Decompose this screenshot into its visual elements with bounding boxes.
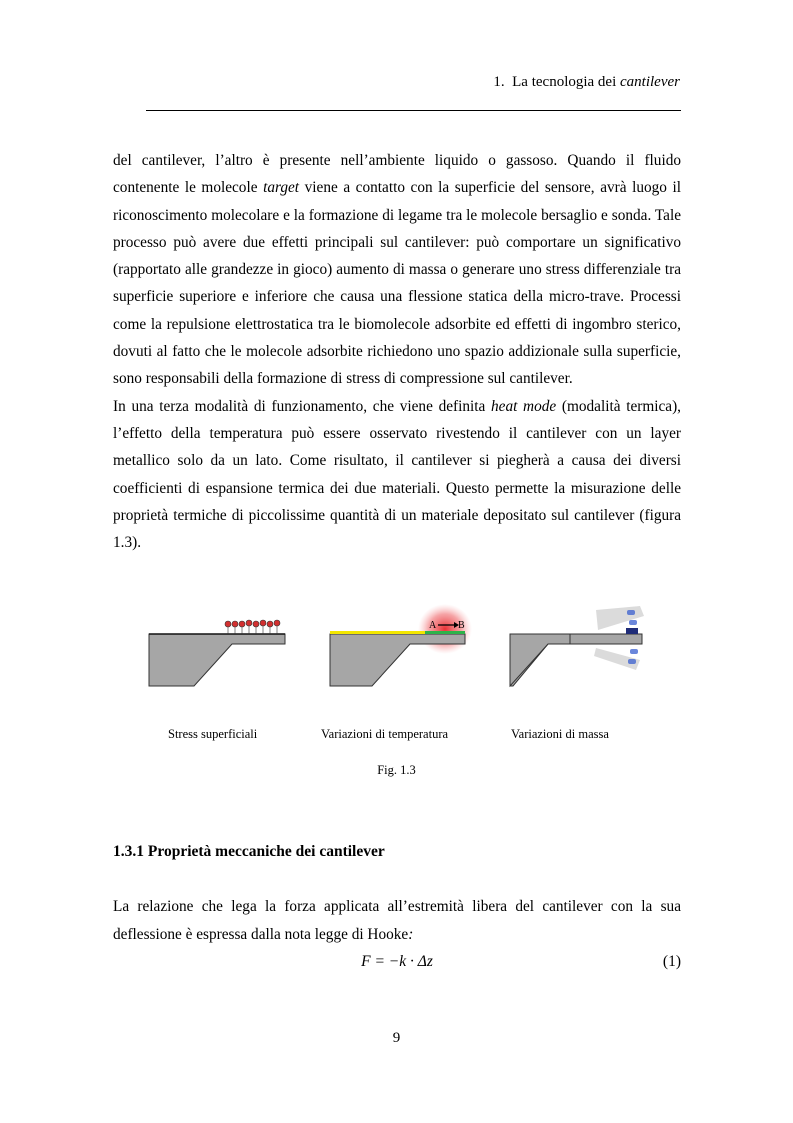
equation-formula: F = −k · Δz xyxy=(361,953,433,970)
panel-mass xyxy=(510,606,644,686)
label-b: B xyxy=(458,620,465,631)
chapter-title: La tecnologia dei xyxy=(512,74,617,90)
panel-surface-stress xyxy=(149,620,285,686)
section-title: 1.3.1 Proprietà meccaniche dei cantilever xyxy=(113,843,385,860)
coating-green-segment xyxy=(425,631,465,634)
paragraph-3: La relazione che lega la forza applicata all’estremità libera del cantilever con la sua deflessione è espressa dalla nota legge di Hooke: xyxy=(113,898,681,943)
page-number: 9 xyxy=(392,1030,401,1046)
label-a: A xyxy=(429,620,437,631)
cantilever-illustration xyxy=(140,600,660,720)
chapter-title-italic: cantilever xyxy=(620,74,680,90)
paragraph-1: del cantilever, l’altro è presente nell’ambiente liquido o gassoso. Quando il fluido contenente le molecole target viene a contatto con la superficie del sensore, avrà luogo il riconoscimento molecolare e la formazione di legame tra le molecole bersaglio e sonda. Tale processo può avere due effetti principali sul cantilever: può comportare un significativo (rapportato alle grandezze in gioco) aumento di massa o generare uno stress differenziale tra superficie superiore e inferiore che causa una flessione statica della micro-trave. Processi come la repulsione elettrostatica tra le biomolecole adsorbite ed effetti di ingombro sterico, dovuti al fatto che le molecole adsorbite richiedono uno spazio addizionale sulla superficie, sono responsabili della formazione di stress di compressione sul cantilever. xyxy=(113,152,682,388)
caption-mass: Variazioni di massa xyxy=(511,727,609,741)
figure-1-3 xyxy=(140,600,660,720)
paragraph-2: In una terza modalità di funzionamento, che viene definita heat mode (modalità termica), l’effetto della temperatura può essere osservato rivestendo il cantilever con un layer metallico solo da un lato. Come risultato, il cantilever si piegherà a causa dei diversi coefficienti di espansione termica dei due materiali. Questo permette la misurazione delle proprietà termiche di piccolissime quantità di un materiale depositato sul cantilever (figura 1.3). xyxy=(113,397,682,552)
caption-temperature: Variazioni di temperatura xyxy=(321,727,449,741)
molecule-probes xyxy=(225,620,280,634)
running-header xyxy=(493,74,680,91)
body-text xyxy=(113,147,681,556)
caption-surface-stress: Stress superficiali xyxy=(168,727,258,741)
equation-number: (1) xyxy=(662,953,681,970)
panel-temperature xyxy=(330,604,472,686)
chapter-number: 1. xyxy=(493,74,505,90)
header-rule xyxy=(146,110,681,111)
equation-1 xyxy=(113,953,681,975)
mass-block xyxy=(626,628,638,634)
figure-label: Fig. 1.3 xyxy=(377,763,416,777)
